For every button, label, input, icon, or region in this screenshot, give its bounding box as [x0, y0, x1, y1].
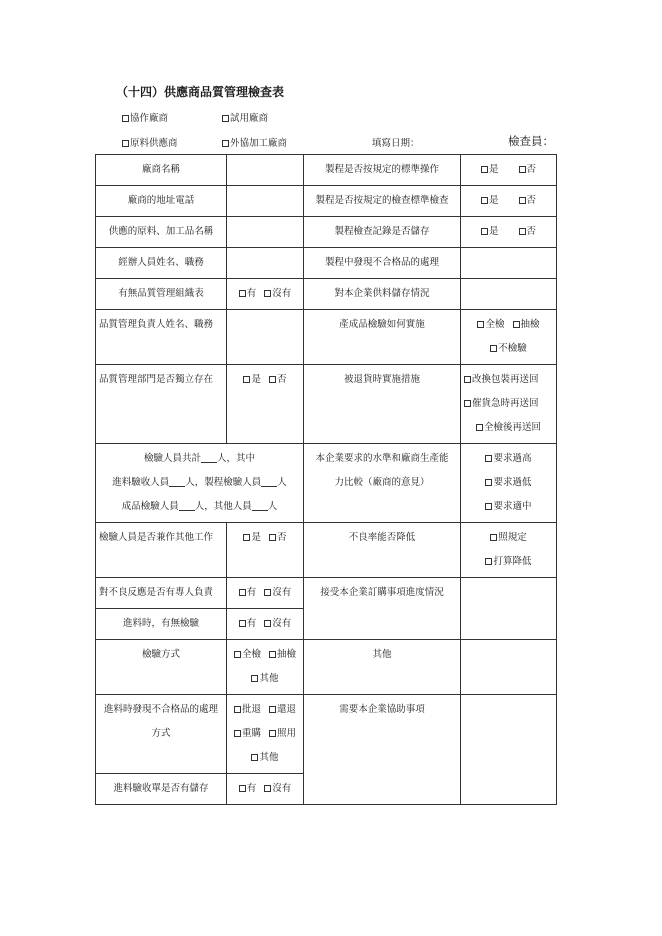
checkbox-moderate[interactable]: 要求適中	[464, 495, 553, 519]
options-defect-rate	[461, 523, 557, 578]
checkbox-icon	[251, 754, 258, 761]
checkbox-have[interactable]: 有	[239, 612, 257, 636]
checkbox-icon	[122, 115, 129, 122]
blank-incoming-inspectors[interactable]	[169, 476, 185, 487]
inspector-label: 檢查員：	[508, 134, 554, 148]
checkbox-icon	[234, 651, 241, 658]
table-row	[96, 155, 557, 186]
blank-finished-inspectors[interactable]	[179, 500, 195, 511]
table-row	[96, 640, 557, 695]
checkbox-none[interactable]: 沒有	[264, 612, 291, 636]
checkbox-icon	[490, 345, 497, 352]
checkbox-icon	[269, 651, 276, 658]
table-row	[96, 248, 557, 279]
table-row	[96, 695, 557, 774]
table-row	[96, 217, 557, 248]
checkbox-urgent-resend[interactable]: 催貨急時再送回	[464, 392, 553, 416]
yes-no-process-records	[461, 217, 557, 248]
checkbox-none[interactable]: 沒有	[264, 581, 291, 605]
checkbox-icon	[485, 455, 492, 462]
checkbox-icon	[464, 376, 471, 383]
checkbox-icon	[519, 197, 526, 204]
checkbox-have[interactable]: 有	[239, 282, 257, 306]
yes-no-process-std-op	[461, 155, 557, 186]
label-handler: 經辦人員姓名、職務	[96, 248, 227, 279]
checkbox-no[interactable]: 否	[269, 526, 287, 550]
checkbox-no[interactable]: 否	[269, 368, 287, 392]
checkbox-cooperating-vendor[interactable]: 協作廠商	[122, 110, 168, 124]
checkbox-icon	[519, 228, 526, 235]
checkbox-too-high[interactable]: 要求過高	[464, 447, 553, 471]
checkbox-no[interactable]: 否	[519, 220, 537, 244]
checkbox-icon	[222, 115, 229, 122]
checkbox-have[interactable]: 有	[239, 777, 257, 801]
checkbox-icon	[243, 534, 250, 541]
checkbox-none[interactable]: 沒有	[264, 282, 291, 306]
label-inspector-parttime: 檢驗人員是否兼作其他工作	[96, 523, 227, 578]
table-row	[96, 444, 557, 523]
checkbox-icon	[513, 321, 520, 328]
label-other: 其他	[304, 640, 461, 695]
label-incoming-inspection: 進料時，有無檢驗	[96, 609, 227, 640]
checkbox-reject[interactable]: 批退	[234, 698, 261, 722]
options-inspection-method	[227, 640, 304, 695]
checkbox-icon	[477, 321, 484, 328]
label-incoming-defect-handling: 進料時發現不合格品的處理 方式	[96, 695, 227, 774]
checkbox-have[interactable]: 有	[239, 581, 257, 605]
checkbox-icon	[481, 197, 488, 204]
blank-total-inspectors[interactable]	[201, 452, 217, 463]
table-row	[96, 279, 557, 310]
checkbox-icon	[519, 166, 526, 173]
checkbox-icon	[485, 503, 492, 510]
checkbox-too-low[interactable]: 要求過低	[464, 471, 553, 495]
have-none-quality-org	[227, 279, 304, 310]
checkbox-yes[interactable]: 是	[481, 220, 499, 244]
yes-no-quality-dept	[227, 365, 304, 444]
checkbox-yes[interactable]: 是	[243, 526, 261, 550]
checkbox-trial-vendor[interactable]: 試用廠商	[222, 110, 268, 124]
checkbox-icon	[234, 706, 241, 713]
checkbox-icon	[243, 376, 250, 383]
checkbox-icon	[251, 675, 258, 682]
label-process-std-op: 製程是否按規定的標準操作	[304, 155, 461, 186]
checkbox-icon	[490, 534, 497, 541]
options-returned-goods	[461, 365, 557, 444]
label-assistance: 需要本企業協助事項	[304, 695, 461, 805]
label-returned-goods: 被退貨時實施措施	[304, 365, 461, 444]
table-row	[96, 310, 557, 365]
checkbox-sample-check[interactable]: 抽檢	[269, 643, 296, 667]
checkbox-rebuy[interactable]: 重購	[234, 722, 261, 746]
checkbox-icon	[485, 479, 492, 486]
checkbox-yes[interactable]: 是	[481, 158, 499, 182]
blank-process-inspectors[interactable]	[261, 476, 277, 487]
label-process-defect: 製程中發現不合格品的處理	[304, 248, 461, 279]
label-inventory: 對本企業供料儲存情況	[304, 279, 461, 310]
checkbox-icon	[481, 166, 488, 173]
label-vendor-name: 廠商名稱	[96, 155, 227, 186]
checkbox-icon	[269, 534, 276, 541]
have-none-receipt-stored	[227, 774, 304, 805]
checkbox-icon	[264, 785, 271, 792]
label-process-std-check: 製程是否按規定的檢查標準檢查	[304, 186, 461, 217]
options-incoming-defect-handling	[227, 695, 304, 774]
input-handler[interactable]	[227, 248, 304, 279]
label-capability: 本企業要求的水準和廠商生產能 力比較（廠商的意見）	[304, 444, 461, 523]
options-capability	[461, 444, 557, 523]
checkbox-icon	[264, 290, 271, 297]
input-assistance[interactable]	[461, 695, 557, 805]
checkbox-icon	[264, 620, 271, 627]
checkbox-raw-material-supplier[interactable]: 原料供應商	[122, 135, 178, 149]
label-quality-org: 有無品質管理組織表	[96, 279, 227, 310]
checkbox-icon	[269, 376, 276, 383]
input-supplied-materials[interactable]	[227, 217, 304, 248]
have-none-defect-responsible	[227, 578, 304, 609]
checkbox-outsourced-vendor[interactable]: 外協加工廠商	[222, 135, 287, 149]
checkbox-icon	[239, 620, 246, 627]
inspector-count-cell: 檢驗人員共計 人，其中 進料驗收人員 人，製程檢驗人員 人 成品檢驗人員 人，其他人員 人	[96, 444, 304, 523]
checkbox-icon	[222, 140, 229, 147]
label-defect-responsible: 對不良反應是否有專人負責	[96, 578, 227, 609]
checkbox-icon	[239, 785, 246, 792]
label-inspection-method: 檢驗方式	[96, 640, 227, 695]
checkbox-icon	[269, 730, 276, 737]
input-process-defect[interactable]	[461, 248, 557, 279]
label-defect-rate: 不良率能否降低	[304, 523, 461, 578]
label-receipt-stored: 進料驗收單是否有儲存	[96, 774, 227, 805]
checkbox-icon	[239, 290, 246, 297]
checkbox-accept-as-is[interactable]: 照用	[269, 722, 296, 746]
checkbox-icon	[239, 589, 246, 596]
checkbox-icon	[464, 400, 471, 407]
input-order-progress[interactable]	[461, 578, 557, 640]
checkbox-icon	[264, 589, 271, 596]
have-none-incoming-inspection	[227, 609, 304, 640]
checkbox-other[interactable]: 其他	[251, 746, 278, 770]
label-finished-check: 產成品檢驗如何實施	[304, 310, 461, 365]
input-quality-head[interactable]	[227, 310, 304, 365]
input-vendor-name[interactable]	[227, 155, 304, 186]
vendor-quality-checklist-table	[95, 154, 557, 805]
checkbox-icon	[269, 706, 276, 713]
checkbox-icon	[485, 558, 492, 565]
input-other[interactable]	[461, 640, 557, 695]
input-inventory[interactable]	[461, 279, 557, 310]
checkbox-repack-resend[interactable]: 改換包裝再送回	[464, 368, 553, 392]
label-process-records: 製程檢查記錄是否儲存	[304, 217, 461, 248]
label-vendor-address: 廠商的地址電話	[96, 186, 227, 217]
input-vendor-address[interactable]	[227, 186, 304, 217]
fill-date-label: 填寫日期：	[372, 138, 420, 149]
label-quality-head: 品質管理負責人姓名、職務	[96, 310, 227, 365]
checkbox-plan-reduce[interactable]: 打算降低	[464, 550, 553, 574]
yes-no-process-std-check	[461, 186, 557, 217]
checkbox-as-specified[interactable]: 照規定	[464, 526, 553, 550]
checkbox-icon	[122, 140, 129, 147]
table-row	[96, 186, 557, 217]
checkbox-no-check[interactable]: 不檢驗	[490, 337, 527, 361]
label-order-progress: 接受本企業訂購事項進度情況	[304, 578, 461, 640]
checkbox-full-check-resend[interactable]: 全檢後再送回	[464, 416, 553, 440]
form-title: （十四）供應商品質管理檢查表	[116, 85, 285, 99]
checkbox-icon	[476, 424, 483, 431]
yes-no-inspector-parttime	[227, 523, 304, 578]
blank-other-staff[interactable]	[252, 500, 268, 511]
checkbox-no[interactable]: 否	[519, 189, 537, 213]
checkbox-other[interactable]: 其他	[251, 667, 278, 691]
checkbox-full-check[interactable]: 全檢	[477, 313, 504, 337]
table-row	[96, 523, 557, 578]
label-supplied-materials: 供應的原料、加工品名稱	[96, 217, 227, 248]
checkbox-sample-check[interactable]: 抽檢	[513, 313, 540, 337]
label-quality-dept: 品質管理部門是否獨立存在	[96, 365, 227, 444]
checkbox-none[interactable]: 沒有	[264, 777, 291, 801]
checkbox-return[interactable]: 還退	[269, 698, 296, 722]
checkbox-yes[interactable]: 是	[481, 189, 499, 213]
table-row	[96, 365, 557, 444]
table-row	[96, 578, 557, 609]
checkbox-icon	[481, 228, 488, 235]
options-finished-check	[461, 310, 557, 365]
checkbox-no[interactable]: 否	[519, 158, 537, 182]
checkbox-yes[interactable]: 是	[243, 368, 261, 392]
checkbox-icon	[234, 730, 241, 737]
checkbox-full-check[interactable]: 全檢	[234, 643, 261, 667]
